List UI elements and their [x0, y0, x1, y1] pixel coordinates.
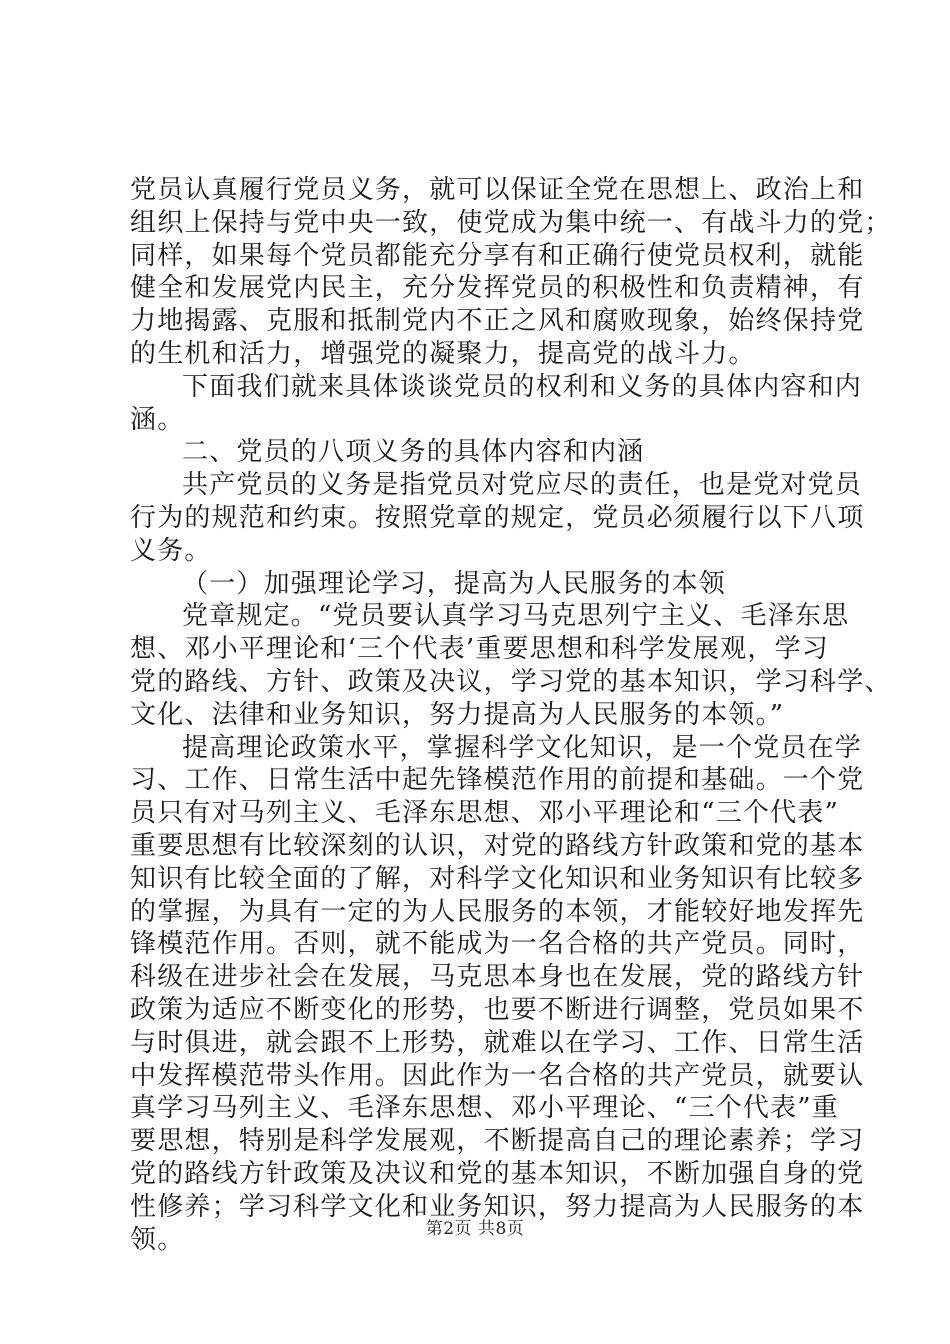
- text-line: 的生机和活力，增强党的凝聚力，提高党的战斗力。: [130, 338, 756, 369]
- text-line: 锋模范作用。否则，就不能成为一名合格的共产党员。同时，: [130, 929, 865, 960]
- text-line: 文化、法律和业务知识，努力提高为人民服务的本领。”: [130, 699, 785, 730]
- text-line: 员只有对马列主义、毛泽东思想、邓小平理论和“三个代表”: [130, 798, 839, 829]
- text-line: 力地揭露、克服和抵制党内不正之风和腐败现象，始终保持党: [130, 306, 865, 337]
- text-line: 义务。: [130, 535, 212, 566]
- text-line: 组织上保持与党中央一致，使党成为集中统一、有战斗力的党；: [130, 207, 892, 238]
- text-line: 行为的规范和约束。按照党章的规定，党员必须履行以下八项: [130, 502, 865, 533]
- paragraph-start-line: 共产党员的义务是指党员对党应尽的责任，也是党对党员: [182, 470, 863, 501]
- text-line: 要思想，特别是科学发展观，不断提高自己的理论素养；学习: [130, 1126, 865, 1157]
- text-line: 党的路线、方针、政策及决议，学习党的基本知识，学习科学、: [130, 666, 892, 697]
- text-line: 性修养；学习科学文化和业务知识，努力提高为人民服务的本: [130, 1191, 865, 1222]
- text-line: 真学习马列主义、毛泽东思想、邓小平理论、“三个代表”重: [130, 1093, 839, 1124]
- text-line: 知识有比较全面的了解，对科学文化知识和业务知识有比较多: [130, 863, 865, 894]
- paragraph-start-line: 下面我们就来具体谈谈党员的权利和义务的具体内容和内: [182, 371, 863, 402]
- paragraph-start-line: 提高理论政策水平，掌握科学文化知识，是一个党员在学: [182, 732, 863, 763]
- text-line: 领。: [130, 1224, 185, 1255]
- text-line: 科级在进步社会在发展，马克思本身也在发展，党的路线方针: [130, 962, 865, 993]
- text-line: 习、工作、日常生活中起先锋模范作用的前提和基础。一个党: [130, 765, 865, 796]
- subsection-heading: （一）加强理论学习，提高为人民服务的本领: [182, 568, 727, 599]
- text-line: 健全和发展党内民主，充分发挥党员的积极性和负责精神，有: [130, 273, 865, 304]
- text-line: 与时俱进，就会跟不上形势，就难以在学习、工作、日常生活: [130, 1027, 865, 1058]
- section-heading: 二、党员的八项义务的具体内容和内涵: [182, 437, 645, 468]
- text-line: 同样，如果每个党员都能充分享有和正确行使党员权利，就能: [130, 240, 865, 271]
- text-line: 想、邓小平理论和‘三个代表’重要思想和科学发展观，学习: [130, 634, 829, 665]
- text-line: 的掌握，为具有一定的为人民服务的本领，才能较好地发挥先: [130, 896, 865, 927]
- text-line: 中发挥模范带头作用。因此作为一名合格的共产党员，就要认: [130, 1060, 865, 1091]
- text-line: 政策为适应不断变化的形势，也要不断进行调整，党员如果不: [130, 994, 865, 1025]
- document-body: [130, 174, 892, 1256]
- text-line: 重要思想有比较深刻的认识，对党的路线方针政策和党的基本: [130, 830, 865, 861]
- page-number-footer: 第2页 共8页: [425, 1219, 525, 1239]
- text-line: 涵。: [130, 404, 185, 435]
- text-line: 党员认真履行党员义务，就可以保证全党在思想上、政治上和: [130, 175, 865, 205]
- paragraph-start-line: 党章规定。“党员要认真学习马克思列宁主义、毛泽东思: [182, 601, 850, 632]
- text-line: 党的路线方针政策及决议和党的基本知识，不断加强自身的党: [130, 1158, 865, 1189]
